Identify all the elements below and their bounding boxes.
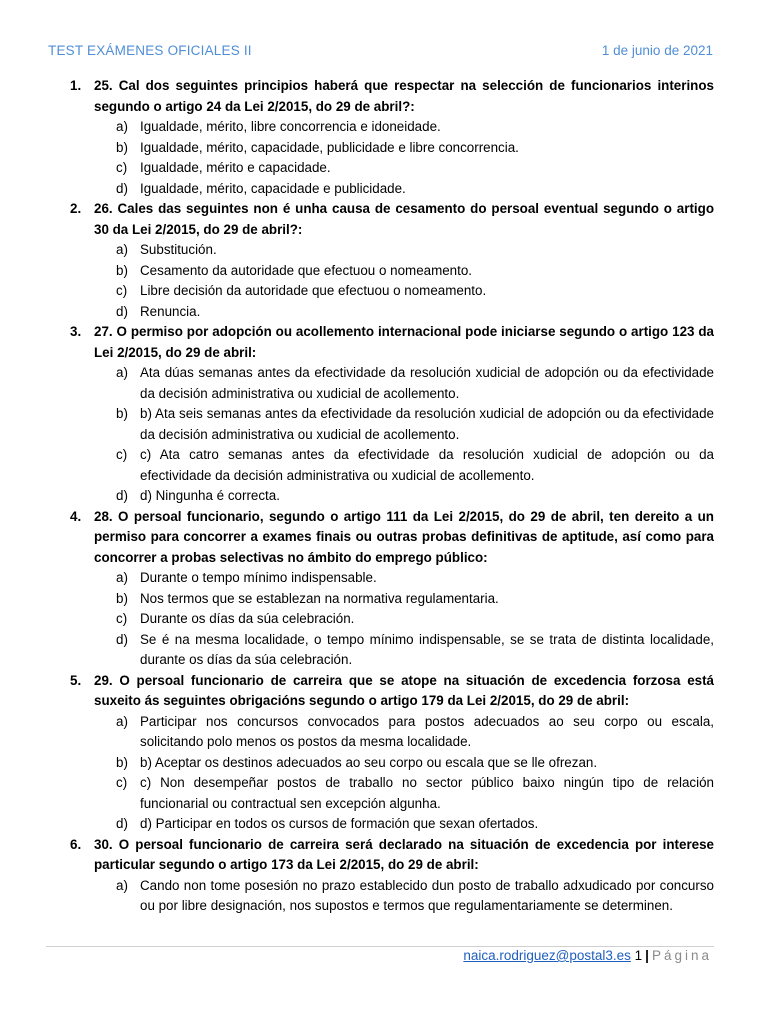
option-letter: b)	[116, 406, 128, 421]
question-item	[60, 199, 714, 322]
question-text: 25. Cal dos seguintes principios haberá que respectar na selección de funcionarios interinos segundo o artigo 24 da Lei 2/2015, do 29 de abril?:	[94, 78, 714, 114]
option-letter: b)	[116, 590, 128, 606]
option-text: Cesamento da autoridade que efectuou o nomeamento.	[140, 262, 473, 278]
answer-option	[94, 179, 714, 200]
question-text: 30. O persoal funcionario de carreira será declarado na situación de excedencia por interese particular segundo o artigo 173 da Lei 2/2015, do 29 de abril:	[94, 836, 714, 872]
option-text: b) Ata seis semanas antes da efectividade da resolución xudicial de adopción ou da efectividade da decisión administrativa ou xudicial de acollemento.	[140, 406, 714, 442]
option-letter: c)	[116, 160, 128, 175]
question-item	[60, 835, 714, 917]
answer-option	[94, 568, 714, 589]
question-number: 5.	[70, 672, 82, 688]
option-text: c) Ata catro semanas antes da efectividade da resolución xudicial de adopción ou da efectividade da decisión administrativa ou xudicial de acollemento.	[140, 447, 714, 483]
answer-option	[94, 117, 714, 138]
header-title: TEST EXÁMENES OFICIALES II	[48, 43, 252, 58]
option-letter: a)	[116, 570, 128, 585]
option-text: d) Participar en todos os cursos de formación que sexan ofertados.	[140, 816, 539, 831]
question-text: 28. O persoal funcionario, segundo o artigo 111 da Lei 2/2015, do 29 de abril, ten dereito a un permiso para concorrer a exames finais ou outras probas definitivas de aptitude, así como para concorrer a probas selectivas no ámbito do emprego público:	[94, 508, 714, 565]
option-text: Igualdade, mérito e capacidade.	[140, 160, 331, 175]
option-text: Durante os días da súa celebración.	[140, 611, 355, 626]
option-text: Igualdade, mérito, capacidade, publicidade e libre concorrencia.	[140, 139, 519, 155]
question-text: 29. O persoal funcionario de carreira que se atope na situación de excedencia forzosa está suxeito ás seguintes obrigacións segundo o artigo 179 da Lei 2/2015, do 29 de abril:	[94, 672, 714, 708]
option-text: Cando non tome posesión no prazo establecido dun posto de traballo adxudicado por concurso ou por libre designación, nos supostos e termos que regulamentariamente se determinen.	[140, 877, 714, 913]
question-number: 6.	[70, 836, 82, 852]
answer-option	[94, 363, 714, 404]
option-text: Participar nos concursos convocados para postos adecuados ao seu corpo ou escala, solicitando polo menos os postos da mesma localidade.	[140, 713, 714, 749]
option-text: Renuncia.	[140, 303, 201, 319]
page-label: Página	[651, 948, 712, 963]
question-item	[60, 322, 714, 507]
answer-option	[94, 773, 714, 814]
question-number: 4.	[70, 508, 82, 524]
option-letter: a)	[116, 365, 128, 380]
option-letter: d)	[116, 180, 128, 196]
answer-options	[94, 240, 714, 322]
answer-option	[94, 753, 714, 774]
option-text: Igualdade, mérito, libre concorrencia e idoneidade.	[140, 119, 441, 134]
answer-option	[94, 281, 714, 302]
answer-option	[94, 712, 714, 753]
page-footer	[463, 947, 712, 965]
answer-option	[94, 630, 714, 671]
answer-options	[94, 363, 714, 507]
option-text: b) Aceptar os destinos adecuados ao seu corpo ou escala que se lle ofrezan.	[140, 754, 598, 770]
option-text: d) Ningunha é correcta.	[140, 488, 280, 503]
answer-options	[94, 712, 714, 835]
answer-option	[94, 158, 714, 179]
option-text: Se é na mesma localidade, o tempo mínimo indispensable, se se trata de distinta localidade, durante os días da súa celebración.	[140, 631, 714, 667]
option-letter: b)	[116, 754, 128, 770]
option-text: Durante o tempo mínimo indispensable.	[140, 570, 377, 585]
answer-option	[94, 876, 714, 917]
author-email-link[interactable]: naica.rodriguez@postal3.es	[463, 948, 631, 963]
answer-option	[94, 814, 714, 835]
answer-option	[94, 609, 714, 630]
option-letter: d)	[116, 303, 128, 319]
option-letter: b)	[116, 139, 128, 155]
answer-option	[94, 261, 714, 282]
footer-separator: |	[645, 948, 649, 963]
answer-option	[94, 404, 714, 445]
option-text: Libre decisión da autoridade que efectuou o nomeamento.	[140, 283, 487, 298]
option-text: Substitución.	[140, 242, 217, 257]
page-header	[48, 43, 713, 63]
option-letter: c)	[116, 283, 128, 298]
option-letter: d)	[116, 631, 128, 647]
option-text: Igualdade, mérito, capacidade e publicidade.	[140, 180, 406, 196]
answer-options	[94, 876, 714, 917]
page-number: 1	[634, 948, 643, 963]
option-letter: c)	[116, 611, 128, 626]
question-item	[60, 507, 714, 671]
option-letter: d)	[116, 488, 128, 503]
option-letter: d)	[116, 816, 128, 831]
answer-options	[94, 568, 714, 671]
option-letter: a)	[116, 119, 128, 134]
answer-option	[94, 302, 714, 323]
question-text: 26. Cales das seguintes non é unha causa de cesamento do persoal eventual segundo o artigo 30 da Lei 2/2015, do 29 de abril?:	[94, 201, 714, 237]
option-text: Ata dúas semanas antes da efectividade da resolución xudicial de adopción ou da efectividade da decisión administrativa ou xudicial de acollemento.	[140, 365, 714, 401]
question-item	[60, 76, 714, 199]
option-letter: a)	[116, 877, 128, 893]
option-text: Nos termos que se establezan na normativa regulamentaria.	[140, 590, 499, 606]
answer-option	[94, 445, 714, 486]
question-text: 27. O permiso por adopción ou acollemento internacional pode iniciarse segundo o artigo 123 da Lei 2/2015, do 29 de abril:	[94, 324, 714, 360]
option-letter: a)	[116, 242, 128, 257]
question-item	[60, 671, 714, 835]
option-letter: c)	[116, 775, 128, 790]
header-date: 1 de junio de 2021	[601, 43, 713, 58]
question-number: 1.	[70, 78, 82, 93]
question-number: 2.	[70, 201, 82, 216]
option-letter: b)	[116, 262, 128, 278]
answer-option	[94, 138, 714, 159]
option-letter: a)	[116, 713, 128, 729]
option-text: c) Non desempeñar postos de traballo no sector público baixo ningún tipo de relación funcionarial ou contractual sen excepción algunha.	[140, 775, 714, 811]
question-number: 3.	[70, 324, 82, 339]
question-list	[60, 76, 714, 917]
answer-option	[94, 589, 714, 610]
answer-option	[94, 240, 714, 261]
option-letter: c)	[116, 447, 128, 462]
answer-options	[94, 117, 714, 199]
answer-option	[94, 486, 714, 507]
